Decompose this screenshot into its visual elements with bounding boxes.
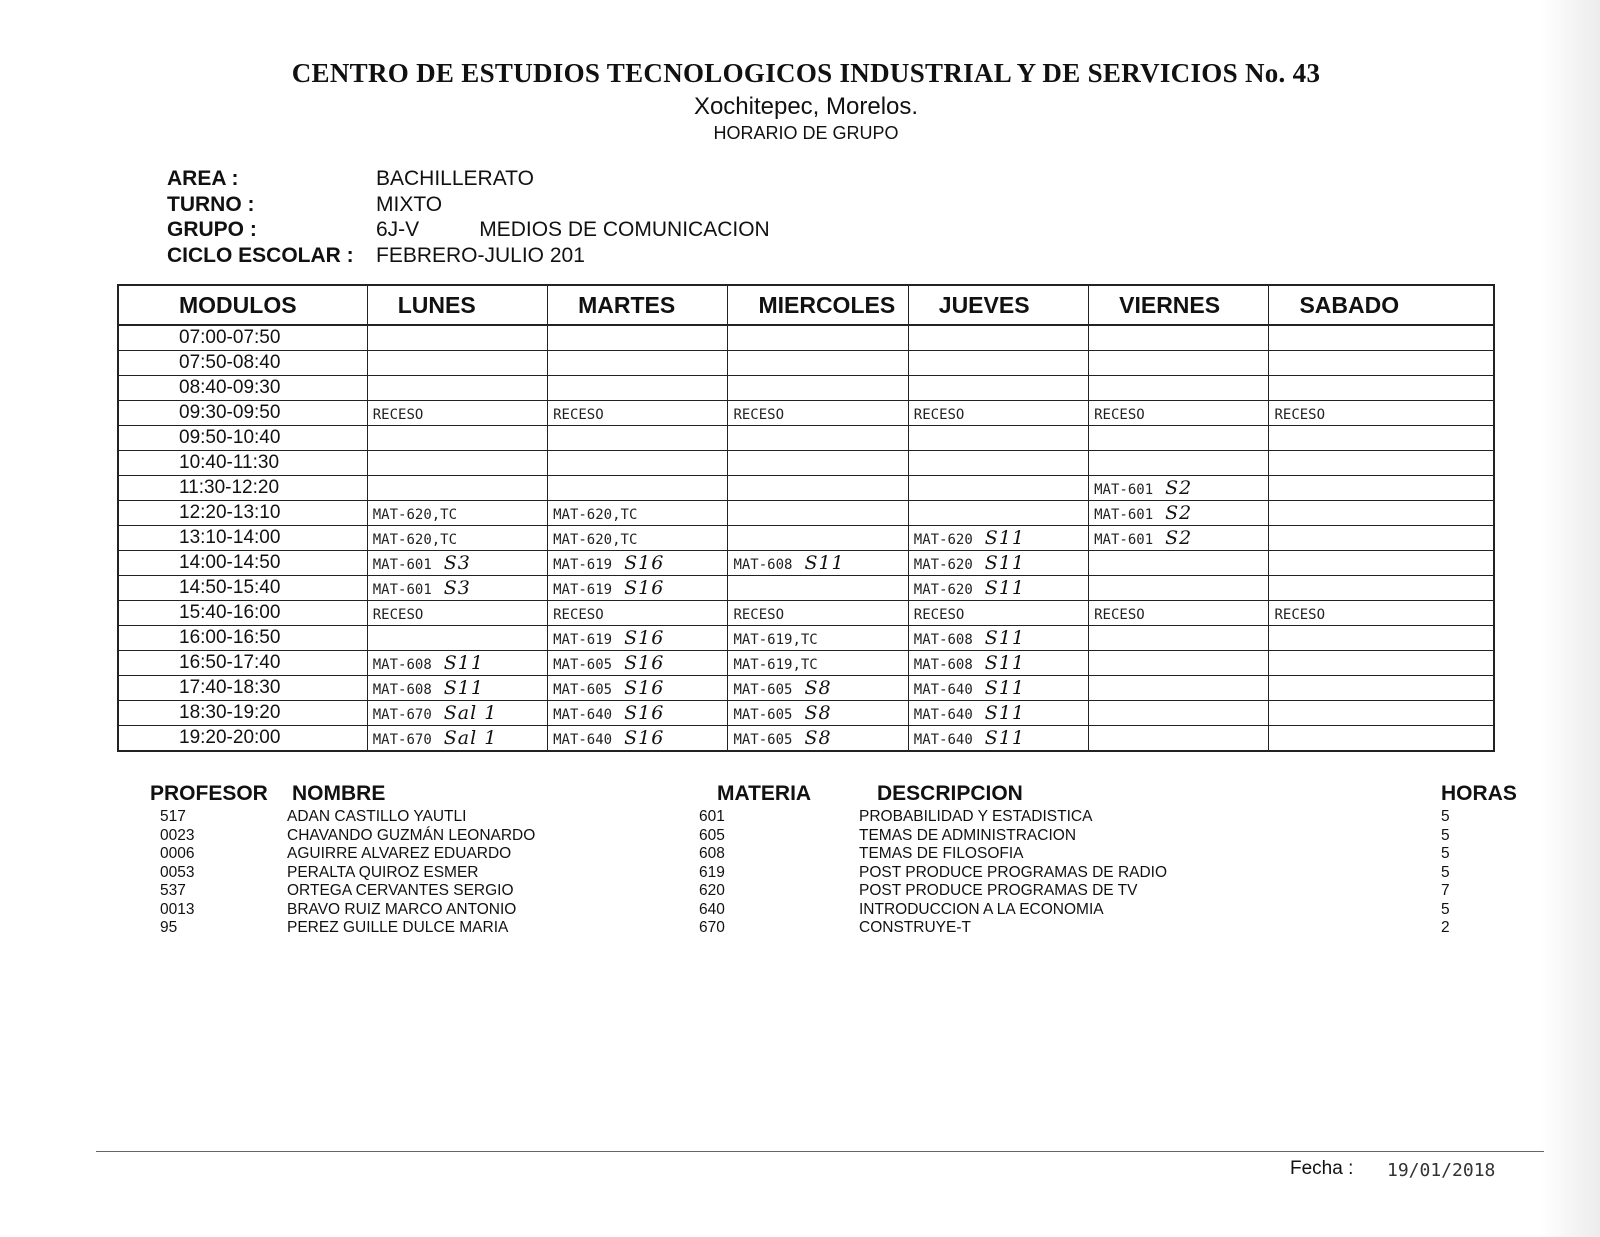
schedule-cell: [1089, 601, 1269, 626]
schedule-row: [118, 451, 1494, 476]
handwritten-room: Sal 1: [443, 727, 498, 749]
schedule-cell: [908, 325, 1088, 351]
subject-code: RECESO: [553, 607, 604, 623]
schedule-cell: [728, 476, 908, 501]
schedule-cell: [908, 576, 1088, 601]
schedule-cell: [1089, 626, 1269, 651]
schedule-cell: [548, 376, 728, 401]
legend-header-materia: MATERIA: [717, 782, 812, 805]
handwritten-room: S16: [624, 702, 665, 724]
subject-code: MAT-608: [372, 657, 432, 673]
legend-materia: 608: [699, 845, 725, 862]
schedule-cell: [367, 676, 547, 701]
legend-materia: 640: [699, 900, 725, 918]
schedule-cell: [367, 576, 547, 601]
time-slot: 13:10-14:00: [118, 526, 367, 551]
legend-descripcion: PROBABILIDAD Y ESTADISTICA: [859, 808, 1093, 825]
subject-code: RECESO: [1274, 407, 1326, 423]
schedule-row: [118, 351, 1494, 376]
schedule-row: [118, 551, 1494, 576]
handwritten-room: S2: [1165, 527, 1193, 549]
handwritten-room: S11: [984, 652, 1025, 674]
legend-row: [150, 919, 1530, 938]
handwritten-room: S16: [624, 577, 665, 599]
subject-code: MAT-620,TC: [553, 532, 638, 548]
schedule-cell: [728, 401, 908, 426]
column-header: JUEVES: [908, 285, 1088, 325]
time-slot: 09:50-10:40: [118, 426, 367, 451]
subject-code: MAT-608: [913, 632, 973, 648]
schedule-cell: [1089, 651, 1269, 676]
legend-nombre: AGUIRRE ALVAREZ EDUARDO: [287, 845, 512, 862]
legend-horas: 5: [1441, 826, 1450, 844]
schedule-row: [118, 501, 1494, 526]
legend-row: [150, 845, 1530, 864]
subject-code: RECESO: [733, 607, 785, 623]
subject-code: MAT-601: [1094, 482, 1154, 498]
schedule-cell: [548, 426, 728, 451]
handwritten-room: S16: [624, 727, 665, 749]
schedule-cell: [728, 551, 908, 576]
subject-code: MAT-605: [553, 657, 613, 673]
legend-profesor: 95: [160, 919, 178, 936]
page-edge-shadow: [1540, 0, 1600, 1237]
legend-horas: 5: [1441, 863, 1450, 881]
schedule-cell: [728, 651, 908, 676]
schedule-cell: [728, 726, 908, 752]
schedule-cell: [548, 501, 728, 526]
legend-materia: 670: [699, 919, 725, 936]
schedule-cell: [728, 501, 908, 526]
schedule-body: [118, 325, 1494, 751]
subject-code: MAT-619: [553, 557, 613, 573]
schedule-row: [118, 626, 1494, 651]
subject-code: MAT-640: [913, 707, 973, 723]
time-slot: 19:20-20:00: [118, 726, 367, 752]
schedule-cell: [367, 601, 547, 626]
legend-descripcion: TEMAS DE FILOSOFIA: [859, 845, 1024, 862]
schedule-cell: [1269, 376, 1494, 401]
legend-horas: 7: [1441, 882, 1450, 899]
column-header: VIERNES: [1089, 285, 1269, 325]
schedule-cell: [908, 526, 1088, 551]
schedule-cell: [1269, 325, 1494, 351]
subject-code: RECESO: [913, 607, 965, 623]
legend-nombre: PERALTA QUIROZ ESMER: [287, 863, 479, 881]
subject-code: RECESO: [1274, 607, 1326, 623]
schedule-cell: [1269, 426, 1494, 451]
schedule-row: [118, 601, 1494, 626]
schedule-cell: [728, 325, 908, 351]
schedule-cell: [908, 451, 1088, 476]
schedule-cell: [548, 351, 728, 376]
subject-code: MAT-670: [372, 707, 432, 723]
legend-profesor: 537: [160, 882, 186, 899]
legend-profesor: 0013: [160, 900, 195, 918]
schedule-cell: [548, 726, 728, 752]
schedule-cell: [728, 576, 908, 601]
group-info: [167, 166, 770, 268]
schedule-cell: [548, 576, 728, 601]
schedule-cell: [728, 451, 908, 476]
schedule-cell: [1089, 501, 1269, 526]
schedule-cell: [908, 626, 1088, 651]
time-slot: 08:40-09:30: [118, 376, 367, 401]
subject-code: RECESO: [733, 407, 785, 423]
schedule-cell: [908, 551, 1088, 576]
subject-code: MAT-608: [372, 682, 432, 698]
schedule-row: [118, 651, 1494, 676]
time-slot: 07:50-08:40: [118, 351, 367, 376]
schedule-cell: [548, 626, 728, 651]
legend-header-profesor: PROFESOR: [150, 782, 268, 805]
schedule-cell: [908, 376, 1088, 401]
schedule-cell: [728, 701, 908, 726]
schedule-cell: [908, 476, 1088, 501]
subject-code: MAT-620,TC: [372, 532, 458, 548]
subject-code: MAT-620: [913, 557, 973, 573]
subject-code: MAT-620,TC: [553, 507, 638, 523]
info-row-grupo: [167, 217, 770, 243]
handwritten-room: S11: [443, 652, 484, 674]
subject-code: RECESO: [553, 407, 604, 423]
legend-descripcion: TEMAS DE ADMINISTRACION: [859, 826, 1077, 844]
schedule-cell: [1089, 726, 1269, 752]
fecha-value: 19/01/2018: [1387, 1160, 1496, 1181]
legend-horas: 2: [1441, 919, 1450, 936]
schedule-cell: [548, 551, 728, 576]
schedule-cell: [1269, 651, 1494, 676]
time-slot: 11:30-12:20: [118, 476, 367, 501]
schedule-row: [118, 726, 1494, 752]
schedule-cell: [1089, 676, 1269, 701]
schedule-cell: [1089, 325, 1269, 351]
schedule-cell: [728, 426, 908, 451]
handwritten-room: S11: [984, 527, 1025, 549]
subject-code: MAT-608: [733, 557, 793, 573]
handwritten-room: S11: [984, 677, 1025, 699]
column-header: SABADO: [1269, 285, 1494, 325]
schedule-row: [118, 701, 1494, 726]
schedule-cell: [367, 376, 547, 401]
document-type: HORARIO DE GRUPO: [713, 123, 899, 143]
handwritten-room: S16: [624, 552, 665, 574]
school-location: Xochitepec, Morelos.: [693, 93, 919, 120]
column-header: MARTES: [548, 285, 728, 325]
schedule-cell: [548, 601, 728, 626]
grupo-label: GRUPO :: [167, 218, 257, 241]
grupo-value: 6J-V: [376, 218, 420, 241]
handwritten-room: S11: [984, 727, 1025, 749]
schedule-cell: [367, 401, 547, 426]
turno-value: MIXTO: [376, 192, 443, 216]
schedule-cell: [1089, 376, 1269, 401]
schedule-cell: [1089, 401, 1269, 426]
schedule-cell: [728, 676, 908, 701]
document-header: [0, 58, 1600, 144]
schedule-table: [117, 284, 1495, 752]
legend-nombre: ORTEGA CERVANTES SERGIO: [287, 882, 514, 899]
schedule-cell: [728, 526, 908, 551]
legend-descripcion: POST PRODUCE PROGRAMAS DE RADIO: [859, 863, 1168, 881]
schedule-cell: [1089, 351, 1269, 376]
legend-rows: [150, 808, 1530, 938]
schedule-row: [118, 376, 1494, 401]
subject-code: MAT-601: [372, 582, 432, 598]
legend-row: [150, 827, 1530, 846]
schedule-cell: [1269, 551, 1494, 576]
legend-profesor: 0006: [160, 845, 195, 862]
handwritten-room: S11: [984, 627, 1025, 649]
subject-code: MAT-608: [913, 657, 973, 673]
schedule-cell: [728, 351, 908, 376]
subject-code: MAT-640: [553, 732, 613, 748]
column-header: MODULOS: [118, 285, 367, 325]
handwritten-room: S11: [984, 577, 1025, 599]
time-slot: 14:00-14:50: [118, 551, 367, 576]
legend-descripcion: INTRODUCCION A LA ECONOMIA: [859, 900, 1104, 918]
time-slot: 14:50-15:40: [118, 576, 367, 601]
schedule-cell: [367, 451, 547, 476]
schedule-cell: [1089, 576, 1269, 601]
legend-row: [150, 864, 1530, 883]
legend-materia: 619: [699, 863, 725, 881]
subject-code: MAT-640: [553, 707, 613, 723]
schedule-cell: [1269, 626, 1494, 651]
schedule-cell: [1089, 701, 1269, 726]
turno-label: TURNO :: [167, 192, 255, 216]
schedule-cell: [548, 676, 728, 701]
schedule-cell: [367, 701, 547, 726]
legend-profesor: 0023: [160, 826, 195, 844]
schedule-cell: [548, 451, 728, 476]
schedule-cell: [1089, 451, 1269, 476]
legend-descripcion: POST PRODUCE PROGRAMAS DE TV: [859, 882, 1138, 899]
schedule-row: [118, 576, 1494, 601]
legend-materia: 605: [699, 826, 725, 844]
schedule-row: [118, 526, 1494, 551]
schedule-cell: [367, 551, 547, 576]
legend-horas: 5: [1441, 808, 1450, 825]
schedule-cell: [908, 426, 1088, 451]
schedule-cell: [548, 651, 728, 676]
legend-materia: 601: [699, 808, 725, 825]
subject-code: RECESO: [1094, 407, 1145, 423]
legend-row: [150, 882, 1530, 901]
subject-code: MAT-601: [1094, 532, 1154, 548]
handwritten-room: S8: [804, 677, 832, 699]
schedule-cell: [1269, 526, 1494, 551]
schedule-cell: [728, 376, 908, 401]
schedule-cell: [548, 401, 728, 426]
subject-code: MAT-605: [733, 682, 793, 698]
legend-nombre: ADAN CASTILLO YAUTLI: [287, 808, 467, 825]
legend-nombre: CHAVANDO GUZMÁN LEONARDO: [287, 826, 536, 844]
schedule-cell: [367, 351, 547, 376]
schedule-cell: [1269, 576, 1494, 601]
legend-profesor: 0053: [160, 863, 195, 881]
legend-header-descripcion: DESCRIPCION: [877, 782, 1023, 805]
subject-code: MAT-619: [553, 632, 613, 648]
schedule-cell: [728, 601, 908, 626]
legend-row: [150, 808, 1530, 827]
subject-code: MAT-619: [553, 582, 613, 598]
schedule-cell: [367, 526, 547, 551]
schedule-cell: [1269, 676, 1494, 701]
school-title: CENTRO DE ESTUDIOS TECNOLOGICOS INDUSTRIAL Y DE SERVICIOS No. 43: [291, 58, 1321, 88]
schedule-cell: [367, 325, 547, 351]
handwritten-room: S2: [1165, 477, 1193, 499]
legend-row: [150, 901, 1530, 920]
schedule-cell: [548, 325, 728, 351]
subject-code: MAT-605: [553, 682, 613, 698]
schedule-cell: [1269, 401, 1494, 426]
legend-descripcion: CONSTRUYE-T: [859, 919, 971, 936]
handwritten-room: S11: [984, 552, 1025, 574]
subject-code: MAT-605: [733, 707, 793, 723]
handwritten-room: S2: [1165, 502, 1193, 524]
legend-horas: 5: [1441, 900, 1450, 918]
schedule-cell: [1269, 501, 1494, 526]
subject-code: RECESO: [1094, 607, 1145, 623]
handwritten-room: S16: [624, 627, 665, 649]
legend-profesor: 517: [160, 808, 186, 825]
legend-header-horas: HORAS: [1441, 782, 1517, 805]
schedule-cell: [1269, 351, 1494, 376]
schedule-cell: [908, 501, 1088, 526]
schedule-cell: [367, 501, 547, 526]
footer-divider: [96, 1151, 1544, 1152]
time-slot: 16:00-16:50: [118, 626, 367, 651]
ciclo-label: CICLO ESCOLAR :: [167, 243, 354, 267]
schedule-row: [118, 676, 1494, 701]
schedule-row: [118, 325, 1494, 351]
schedule-cell: [1269, 701, 1494, 726]
handwritten-room: S11: [984, 702, 1025, 724]
handwritten-room: S8: [804, 727, 832, 749]
schedule-cell: [1269, 601, 1494, 626]
handwritten-room: Sal 1: [443, 702, 498, 724]
legend-nombre: PEREZ GUILLE DULCE MARIA: [287, 919, 509, 936]
subject-code: MAT-619,TC: [733, 632, 818, 648]
schedule-cell: [908, 726, 1088, 752]
schedule-cell: [908, 651, 1088, 676]
schedule-cell: [548, 476, 728, 501]
legend-materia: 620: [699, 882, 725, 899]
time-slot: 17:40-18:30: [118, 676, 367, 701]
schedule-cell: [908, 601, 1088, 626]
time-slot: 16:50-17:40: [118, 651, 367, 676]
schedule-cell: [548, 701, 728, 726]
fecha-label: Fecha :: [1290, 1158, 1354, 1179]
schedule-cell: [728, 626, 908, 651]
info-row-turno: [167, 192, 770, 218]
time-slot: 18:30-19:20: [118, 701, 367, 726]
schedule-cell: [1089, 476, 1269, 501]
ciclo-value: FEBRERO-JULIO 201: [376, 243, 585, 267]
schedule-cell: [908, 351, 1088, 376]
time-slot: 07:00-07:50: [118, 325, 367, 351]
subject-code: MAT-670: [372, 732, 432, 748]
schedule-cell: [367, 476, 547, 501]
schedule-row: [118, 401, 1494, 426]
time-slot: 15:40-16:00: [118, 601, 367, 626]
schedule-cell: [1269, 476, 1494, 501]
subject-code: MAT-601: [1094, 507, 1154, 523]
subject-code: RECESO: [913, 407, 965, 423]
schedule-cell: [908, 701, 1088, 726]
handwritten-room: S8: [804, 702, 832, 724]
handwritten-room: S11: [804, 552, 845, 574]
area-value: BACHILLERATO: [376, 167, 534, 190]
schedule-cell: [908, 401, 1088, 426]
subject-code: RECESO: [372, 407, 424, 423]
schedule-row: [118, 426, 1494, 451]
subject-code: MAT-605: [733, 732, 793, 748]
subject-code: MAT-619,TC: [733, 657, 818, 673]
handwritten-room: S11: [443, 677, 484, 699]
time-slot: 10:40-11:30: [118, 451, 367, 476]
handwritten-room: S3: [443, 577, 471, 599]
schedule-cell: [367, 426, 547, 451]
schedule-cell: [1269, 451, 1494, 476]
column-header: LUNES: [367, 285, 547, 325]
legend-horas: 5: [1441, 845, 1450, 862]
schedule-cell: [367, 726, 547, 752]
schedule-cell: [548, 526, 728, 551]
subject-code: MAT-620,TC: [372, 507, 458, 523]
info-row-ciclo: [167, 243, 770, 269]
handwritten-room: S3: [443, 552, 471, 574]
schedule-row: [118, 476, 1494, 501]
subject-code: MAT-601: [372, 557, 432, 573]
subject-code: MAT-620: [913, 582, 973, 598]
info-row-area: [167, 166, 770, 192]
legend-nombre: BRAVO RUIZ MARCO ANTONIO: [287, 900, 517, 918]
handwritten-room: S16: [624, 677, 665, 699]
schedule-cell: [1089, 526, 1269, 551]
area-label: AREA :: [167, 167, 239, 190]
schedule-cell: [1269, 726, 1494, 752]
subject-code: MAT-620: [913, 532, 973, 548]
schedule-cell: [1089, 426, 1269, 451]
column-header: MIERCOLES: [728, 285, 908, 325]
schedule-cell: [1089, 551, 1269, 576]
handwritten-room: S16: [624, 652, 665, 674]
time-slot: 12:20-13:10: [118, 501, 367, 526]
schedule-header-row: [118, 285, 1494, 325]
schedule-cell: [908, 676, 1088, 701]
schedule-cell: [367, 651, 547, 676]
subject-code: MAT-640: [913, 682, 973, 698]
subject-code: MAT-640: [913, 732, 973, 748]
time-slot: 09:30-09:50: [118, 401, 367, 426]
schedule-cell: [367, 626, 547, 651]
legend-header-nombre: NOMBRE: [292, 782, 386, 805]
subject-code: RECESO: [372, 607, 424, 623]
grupo-specialty: MEDIOS DE COMUNICACION: [479, 218, 770, 241]
